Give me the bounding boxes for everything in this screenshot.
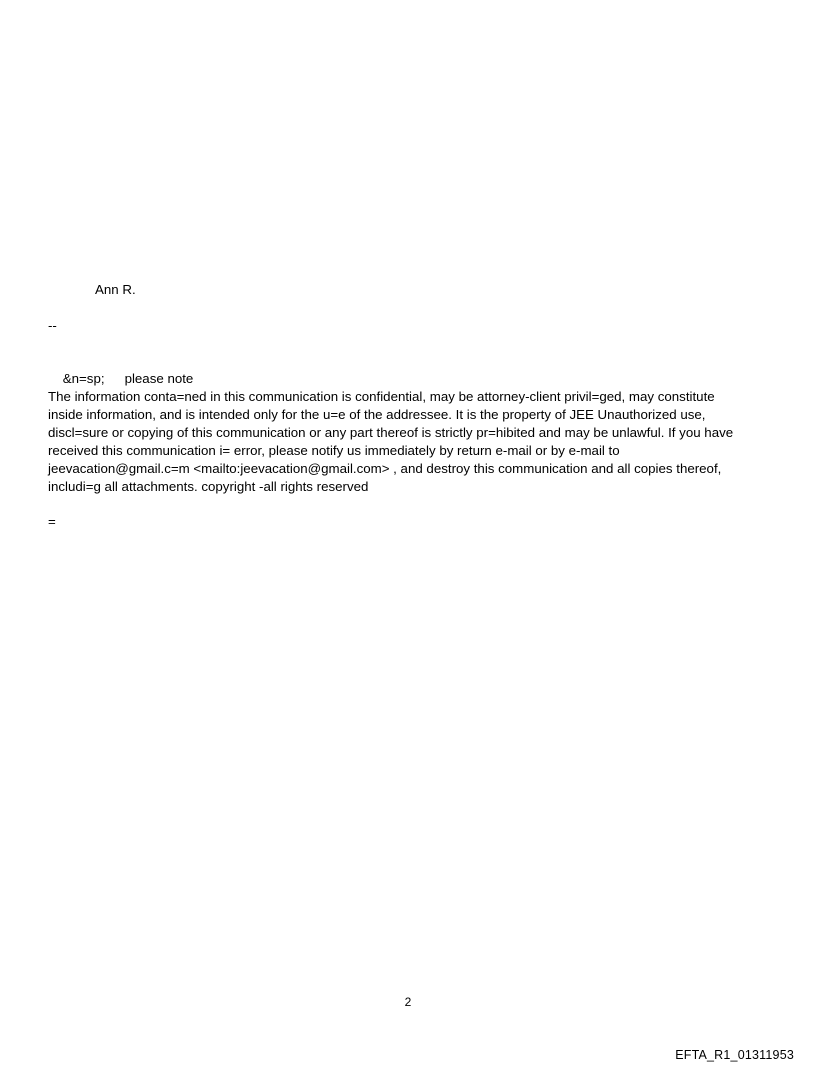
bates-number: EFTA_R1_01311953 (675, 1048, 794, 1062)
signature-name: Ann R. (95, 282, 136, 297)
disclaimer-line: inside information, and is intended only for the u=e of the addressee. It is the property of JEE Unauthorized use, (48, 407, 706, 422)
disclaimer-line: received this communication i= error, please notify us immediately by return e-mail or by e-mail to (48, 443, 620, 458)
trailing-equals: = (48, 514, 56, 529)
disclaimer-line: discl=sure or copying of this communication or any part thereof is strictly pr=hibited and may be unlawful. If you have (48, 425, 734, 440)
disclaimer-line: jeevacation@gmail.c=m <mailto:jeevacation@gmail.com> , and destroy this communication and all copies thereof, (48, 461, 722, 476)
nbsp-entity-text: &n=sp; (62, 371, 105, 386)
signature-separator: -- (48, 318, 57, 333)
please-note-text: please note (124, 371, 194, 386)
confidentiality-disclaimer (48, 388, 768, 496)
page-number: 2 (404, 995, 412, 1009)
disclaimer-line: The information conta=ned in this communication is confidential, may be attorney-client privil=ged, may constitute (48, 389, 715, 404)
disclaimer-line: includi=g all attachments. copyright -all rights reserved (48, 479, 369, 494)
